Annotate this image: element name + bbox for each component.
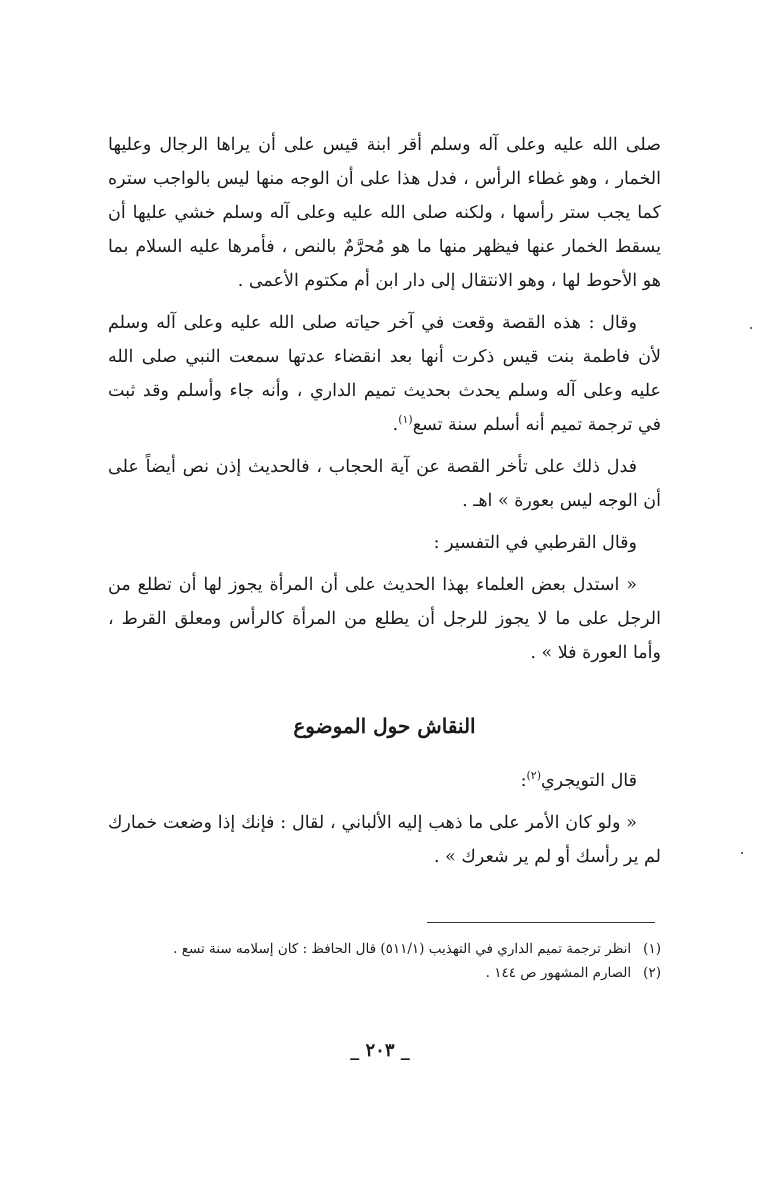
scan-speck [741, 852, 743, 854]
paragraph-qurtubi-quote: « استدل بعض العلماء بهذا الحديث على أن المرأة يجوز لها أن تطلع من الرجل على ما لا يجوز للرجل أن يطلع من المرأة كالرأس ومعلق القرط ، وأما العورة فلا » . [108, 575, 661, 663]
paragraph-fatima-khimar: صلى الله عليه وعلى آله وسلم أقر ابنة قيس على أن يراها الرجال وعليها الخمار ، وهو غطاء الرأس ، فدل هذا على أن الوجه منها ليس بالواجب ستره كما يجب ستر رأسها ، ولكنه صلى الله عليه وعلى آله وسلم خشي عليها أن يسقط الخمار عنها فيظهر منها ما هو مُحرَّمٌ بالنص ، فأمرها عليه السلام بما هو الأحوط لها ، وهو الانتقال إلى دار ابن أم مكتوم الأعمى . [108, 135, 661, 291]
tuwaijri-intro-text: قال التويجري [540, 771, 637, 791]
scan-speck [750, 327, 752, 329]
footnote-1 [108, 937, 661, 961]
footnote-1-text: انظر ترجمة تميم الداري في التهذيب (٥١١/١) قال الحافظ : كان إسلامه سنة تسع . [173, 941, 632, 957]
paragraph-tuwaijri-quote: « ولو كان الأمر على ما ذهب إليه الألباني ، لقال : فإنك إذا وضعت خمارك لم ير رأسك أو لم ير شعرك » . [108, 813, 661, 867]
paragraph-story-date [108, 306, 661, 442]
footnote-2-text: الصارم المشهور ص ١٤٤ . [485, 965, 632, 981]
footnotes [108, 937, 661, 985]
section-heading: النقاش حول الموضوع [293, 714, 476, 738]
footnote-ref-2[interactable]: (٢) [526, 769, 541, 783]
paragraph-story-date-text: وقال : هذه القصة وقعت في آخر حياته صلى الله عليه وعلى آله وسلم لأن فاطمة بنت قيس ذكرت أنها بعد انقضاء عدتها سمعت النبي صلى الله عليه وعلى آله وسلم يحدث بحديث تميم الداري ، وأنه جاء وأسلم وقد ثبت في ترجمة تميم أنه أسلم سنة تسع [108, 313, 661, 435]
footnote-ref-1[interactable]: (١) [398, 413, 413, 427]
footnote-1-number: (١) [643, 941, 661, 957]
paragraph-story-date-period: . [392, 415, 399, 435]
page-body [108, 128, 661, 874]
footnote-2 [108, 961, 661, 985]
footnote-2-number: (٢) [643, 965, 661, 981]
paragraph-tuwaijri-intro [108, 764, 661, 798]
paragraph-qurtubi-intro: وقال القرطبي في التفسير : [433, 533, 637, 553]
tuwaijri-colon: : [520, 771, 527, 791]
page-number: _ ٢٠٣ _ [350, 1040, 410, 1061]
footnote-divider [427, 922, 655, 923]
paragraph-conclusion: فدل ذلك على تأخر القصة عن آية الحجاب ، فالحديث إذن نص أيضاً على أن الوجه ليس بعورة » اهـ . [108, 457, 661, 511]
